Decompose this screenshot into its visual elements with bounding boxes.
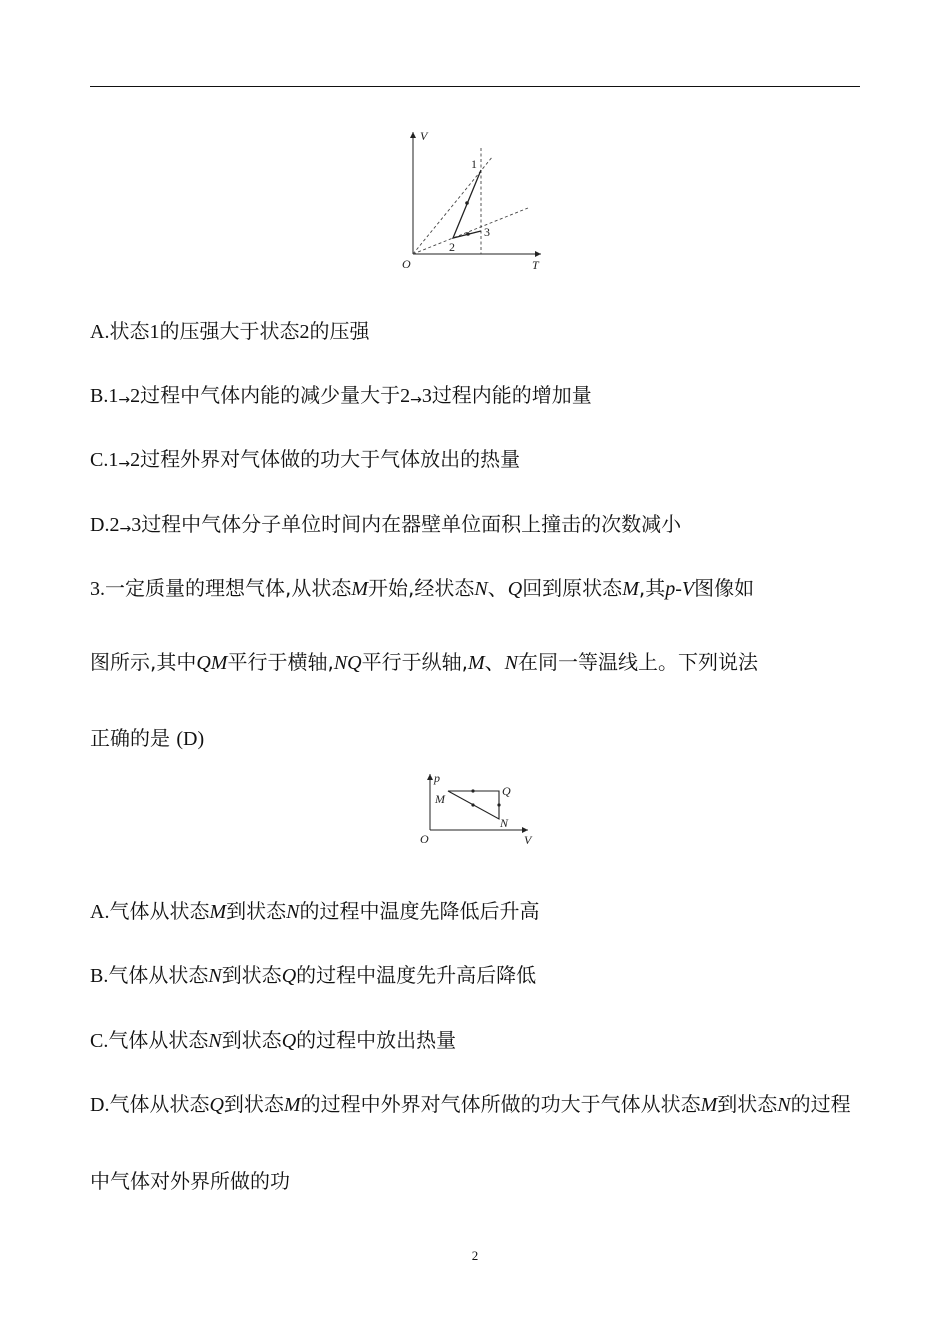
q2-option-d: D.2→3过程中气体分子单位时间内在器壁单位面积上撞击的次数减小	[90, 512, 682, 537]
q3-option-c: C.气体从状态N到状态Q的过程中放出热量	[90, 1028, 457, 1052]
vt-diagram	[398, 126, 558, 276]
v-axis-label-2: V	[524, 833, 532, 847]
v-axis-label: V	[420, 129, 428, 143]
point-m-label: M	[435, 792, 445, 806]
arrow-dot-qm	[471, 789, 474, 792]
point-q-label: Q	[502, 784, 511, 798]
q3-stem-line-2: 图所示,其中QM平行于横轴,NQ平行于纵轴,M、N在同一等温线上。下列说法	[90, 650, 758, 674]
point-2-label: 2	[449, 240, 455, 254]
q3-stem-line-3: 正确的是 (D)	[90, 726, 205, 750]
q2-option-c: C.1→2过程外界对气体做的功大于气体放出的热量	[90, 447, 521, 472]
arrow-dot-mn	[471, 803, 474, 806]
q2-option-b: B.1→2过程中气体内能的减少量大于2→3过程内能的增加量	[90, 383, 592, 408]
page-number: 2	[471, 1248, 479, 1263]
origin-label-2: O	[420, 832, 429, 846]
q3-option-a: A.气体从状态M到状态N的过程中温度先降低后升高	[90, 899, 540, 923]
arrow-dot-1-2	[465, 201, 469, 205]
q3-option-b: B.气体从状态N到状态Q的过程中温度先升高后降低	[90, 963, 537, 987]
p-axis-label: p	[434, 771, 440, 785]
point-3-label: 3	[484, 225, 490, 239]
pv-diagram	[416, 772, 546, 852]
point-n-label: N	[500, 816, 509, 830]
point-1-label: 1	[471, 157, 477, 171]
origin-label: O	[402, 257, 411, 271]
q2-option-a: A.状态1的压强大于状态2的压强	[90, 319, 370, 343]
arrow-dot-nq	[497, 803, 500, 806]
header-rule	[90, 86, 860, 87]
q3-stem-line-1: 3.一定质量的理想气体,从状态M开始,经状态N、Q回到原状态M,其p-V图像如	[90, 576, 755, 600]
t-axis-label: T	[532, 258, 539, 272]
q3-option-d: D.气体从状态Q到状态M的过程中外界对气体所做的功大于气体从状态M到状态N的过程中气体对外界所做的功	[90, 1092, 851, 1193]
isobar-shallow	[413, 208, 528, 254]
arrow-dot-2-3	[466, 232, 470, 236]
